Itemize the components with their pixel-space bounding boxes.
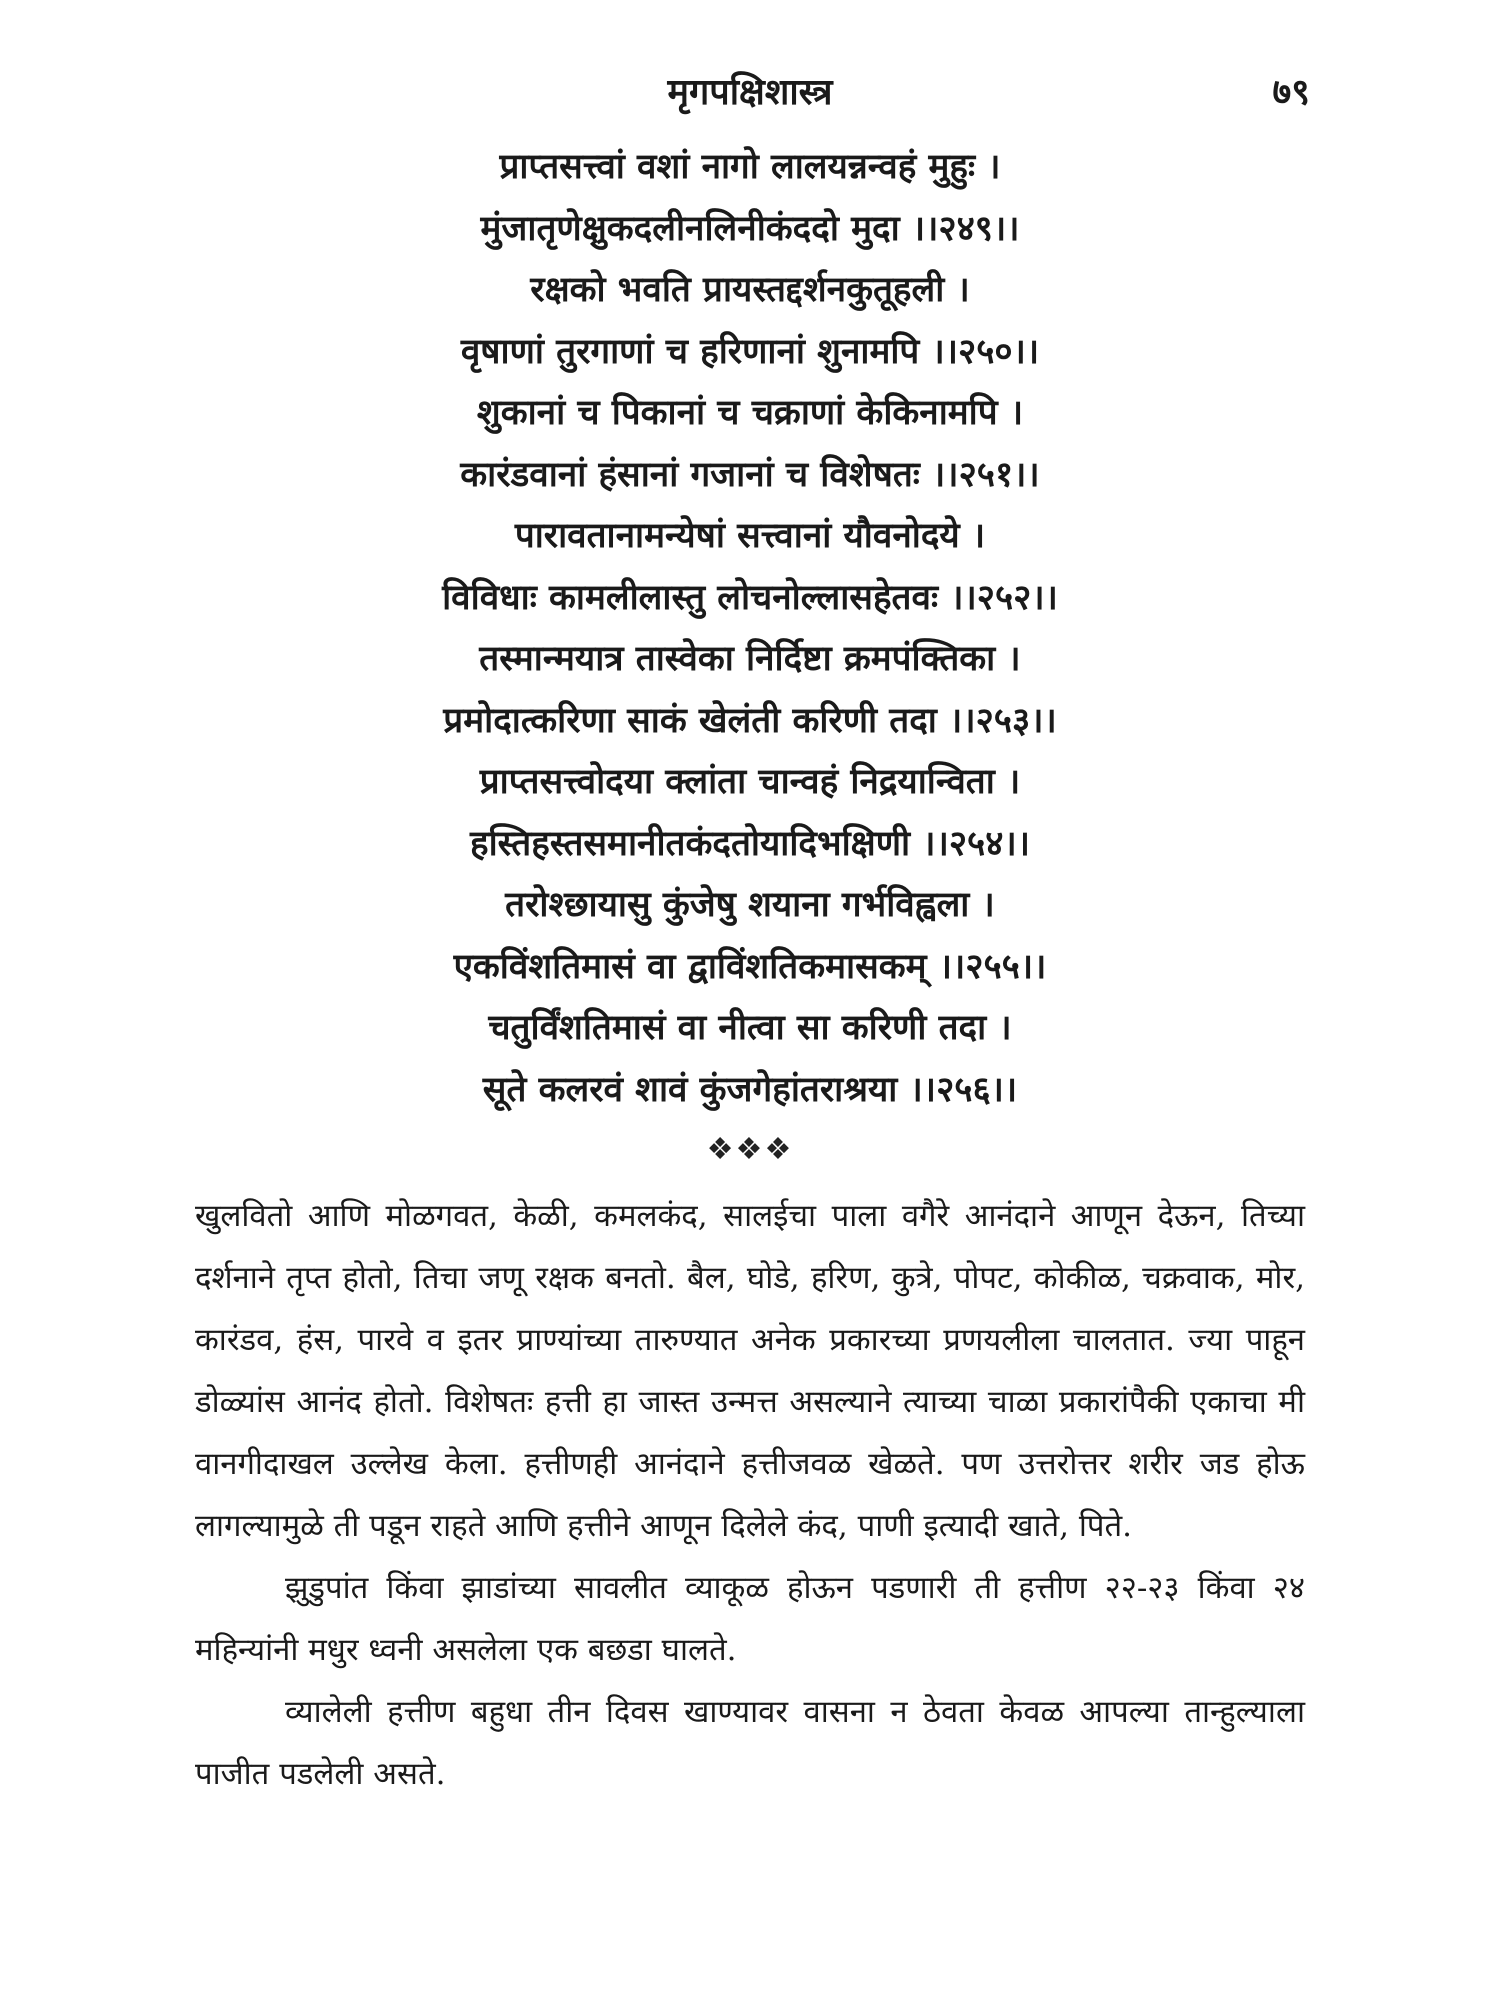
verse-line: तस्मान्मयात्र तास्वेका निर्दिष्टा क्रमपंक्तिका । <box>479 638 1021 679</box>
marathi-translation <box>195 1185 1305 1805</box>
verse-line: प्राप्तसत्त्वोदया क्लांता चान्वहं निद्रयान्विता । <box>479 761 1021 802</box>
sanskrit-verses <box>0 136 1500 1120</box>
verse-line: सूते कलरवं शावं कुंजगेहांतराश्रया ।।२५६।। <box>482 1068 1018 1110</box>
verse-line: तरोश्छायासु कुंजेषु शयाना गर्भविह्वला । <box>505 884 995 925</box>
paragraph: खुलवितो आणि मोळगवत, केळी, कमलकंद, सालईचा पाला वगैरे आनंदाने आणून देऊन, तिच्या दर्शनाने तृप्त होतो, तिचा जणू रक्षक बनतो. बैल, घोडे, हरिण, कुत्रे, पोपट, कोकीळ, चक्रवाक, मोर, कारंडव, हंस, पारवे व इतर प्राण्यांच्या तारुण्यात अनेक प्रकारच्या प्रणयलीला चालतात. ज्या पाहून डोळ्यांस आनंद होतो. विशेषतः हत्ती हा जास्त उन्मत्त असल्याने त्याच्या चाळा प्रकारांपैकी एकाचा मी वानगीदाखल उल्लेख केला. हत्तीणही आनंदाने हत्तीजवळ खेळते. पण उत्तरोत्तर शरीर जड होऊ लागल्यामुळे ती पडून राहते आणि हत्तीने आणून दिलेले कंद, पाणी इत्यादी खाते, पिते. <box>195 1198 1305 1544</box>
verse-line: एकविंशतिमासं वा द्वाविंशतिकमासकम् ।।२५५।। <box>453 945 1047 987</box>
page-header <box>0 62 1500 122</box>
verse-line: विविधाः कामलीलास्तु लोचनोल्लासहेतवः ।।२५२।। <box>442 576 1058 618</box>
verse-line: मुंजातृणेक्षुकदलीनलिनीकंददो मुदा ।।२४९।। <box>480 207 1020 249</box>
paragraph: झुडुपांत किंवा झाडांच्या सावलीत व्याकूळ होऊन पडणारी ती हत्तीण २२-२३ किंवा २४ महिन्यांनी मधुर ध्वनी असलेला एक बछडा घालते. <box>195 1570 1305 1668</box>
verse-line: प्राप्तसत्त्वां वशां नागो लालयन्नन्वहं मुहुः । <box>499 146 1001 187</box>
paragraph: व्यालेली हत्तीण बहुधा तीन दिवस खाण्यावर वासना न ठेवता केवळ आपल्या तान्हुल्याला पाजीत पडलेली असते. <box>195 1694 1305 1792</box>
verse-line: हस्तिहस्तसमानीतकंदतोयादिभक्षिणी ।।२५४।। <box>470 822 1030 864</box>
running-title: मृगपक्षिशास्त्र <box>667 71 833 113</box>
section-ornament: ❖❖❖ <box>706 1132 794 1167</box>
verse-line: कारंडवानां हंसानां गजानां च विशेषतः ।।२५१।। <box>460 453 1040 495</box>
page-number: ७९ <box>1272 71 1310 113</box>
verse-line: चतुर्विंशतिमासं वा नीत्वा सा करिणी तदा । <box>488 1007 1012 1048</box>
verse-line: रक्षको भवति प्रायस्तद्दर्शनकुतूहली । <box>530 269 970 310</box>
verse-line: पारावतानामन्येषां सत्त्वानां यौवनोदये । <box>514 515 986 556</box>
verse-line: प्रमोदात्करिणा साकं खेलंती करिणी तदा ।।२५३।। <box>443 699 1057 741</box>
verse-line: शुकानां च पिकानां च चक्राणां केकिनामपि । <box>476 392 1024 433</box>
verse-line: वृषाणां तुरगाणां च हरिणानां शुनामपि ।।२५०।। <box>460 330 1040 372</box>
